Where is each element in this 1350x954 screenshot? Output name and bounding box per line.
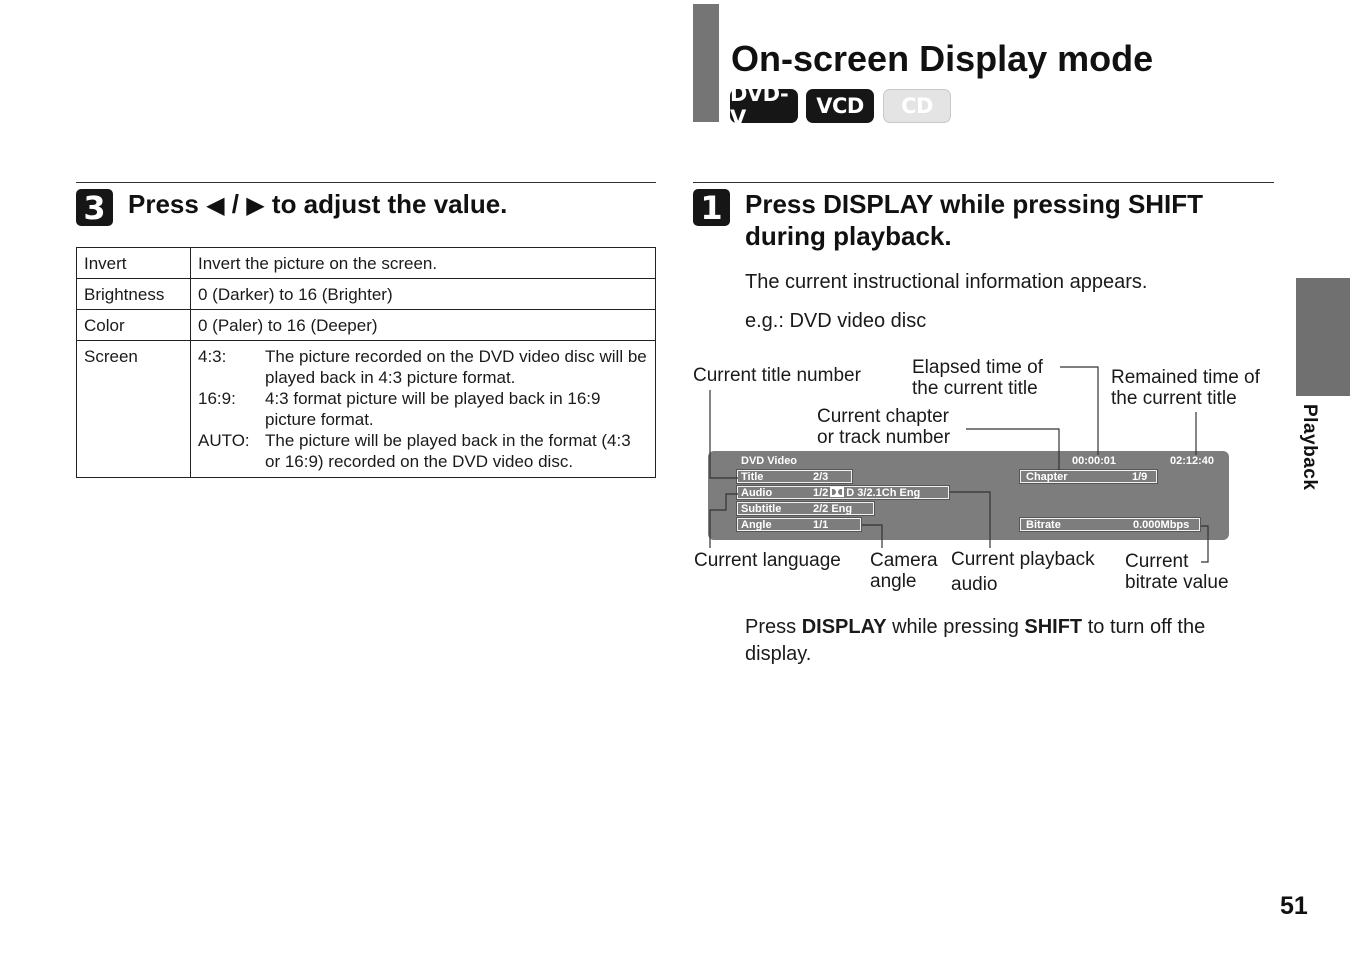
callout-elapsed-line-2: the current title: [912, 378, 1038, 399]
badge-cd: CD: [883, 89, 951, 123]
osd-angle-label: Angle: [741, 519, 772, 531]
closing-display-keyword: DISPLAY: [801, 616, 887, 638]
page-title: On-screen Display mode: [731, 38, 1154, 79]
right-arrow-icon: ▶: [246, 192, 265, 219]
callout-chapter-line-1: Current chapter: [817, 406, 950, 427]
option-text: The picture recorded on the DVD video disc will be played back in 4:3 picture format.: [265, 347, 647, 387]
intro-text: The current instructional information appears.: [745, 271, 1148, 293]
closing-part-2: while pressing: [886, 616, 1025, 638]
closing-part-1: Press: [745, 616, 802, 638]
step-number-3: 3: [76, 189, 113, 226]
setting-name: Screen: [77, 341, 191, 478]
osd-title-label: Title: [741, 471, 764, 483]
step-3-slash: /: [224, 189, 247, 219]
step-3-suffix: to adjust the value.: [264, 189, 508, 219]
left-arrow-icon: ◀: [206, 192, 225, 219]
callout-camera-line-2: angle: [870, 571, 917, 592]
osd-audio-label: Audio: [741, 487, 773, 499]
side-tab: [1296, 278, 1350, 396]
step-1-line-2: during playback.: [745, 221, 952, 251]
badge-dvd-v: DVD-V: [730, 89, 798, 123]
page-number: 51: [1280, 892, 1308, 920]
osd-heading: DVD Video: [741, 455, 798, 467]
osd-bitrate-value: 0.000Mbps: [1133, 519, 1190, 531]
setting-name: Brightness: [77, 279, 191, 310]
osd-title-value: 2/3: [813, 471, 829, 483]
setting-description: 0 (Paler) to 16 (Deeper): [191, 310, 656, 341]
badge-vcd: VCD: [806, 89, 874, 123]
osd-remaining-time: 02:12:40: [1170, 455, 1215, 467]
option-key: 16:9:: [198, 389, 236, 408]
closing-text: [745, 614, 1285, 668]
callout-remained-line-2: the current title: [1111, 388, 1237, 409]
callout-playback-line-2: audio: [951, 574, 998, 595]
closing-shift-keyword: SHIFT: [1024, 616, 1083, 638]
closing-part-4: display.: [745, 643, 812, 665]
leader-elapsed: [1060, 367, 1098, 455]
leader-playback: [950, 492, 990, 548]
leader-chapter: [966, 429, 1059, 470]
option-text: 4:3 format picture will be played back in 16:9 picture format.: [265, 389, 601, 429]
osd-elapsed-time: 00:00:01: [1072, 455, 1117, 467]
callout-camera-line-1: Camera: [870, 550, 938, 571]
setting-description: 0 (Darker) to 16 (Brighter): [191, 279, 656, 310]
setting-description: Invert the picture on the screen.: [191, 248, 656, 279]
osd-subtitle-value: 2/2 Eng: [813, 503, 853, 515]
setting-name: Invert: [77, 248, 191, 279]
osd-audio-format: D 3/2.1Ch Eng: [846, 487, 921, 499]
callout-language: Current language: [694, 550, 841, 571]
callout-playback-line-1: Current playback: [951, 549, 1095, 570]
step-number-1: 1: [693, 189, 730, 226]
osd-audio-track: 1/2: [813, 487, 829, 499]
callout-remained-line-1: Remained time of: [1111, 367, 1260, 388]
callout-elapsed-line-1: Elapsed time of: [912, 357, 1043, 378]
leader-title-number: [710, 390, 738, 478]
closing-part-3: to turn off the: [1082, 616, 1206, 638]
callout-bitrate-line-2: bitrate value: [1125, 572, 1229, 593]
leader-language: [710, 494, 738, 548]
setting-name: Color: [77, 310, 191, 341]
callout-chapter-line-2: or track number: [817, 427, 951, 448]
osd-angle-value: 1/1: [813, 519, 829, 531]
osd-subtitle-label: Subtitle: [741, 503, 782, 515]
osd-chapter-value: 1/9: [1132, 471, 1148, 483]
option-key: 4:3:: [198, 347, 227, 366]
step-1-line-1: Press DISPLAY while pressing SHIFT: [745, 189, 1204, 219]
callout-title-number: Current title number: [693, 365, 861, 386]
callout-bitrate-line-1: Current: [1125, 551, 1189, 572]
option-key: AUTO:: [198, 431, 250, 450]
osd-bitrate-label: Bitrate: [1026, 519, 1061, 531]
example-text: e.g.: DVD video disc: [745, 310, 927, 332]
side-tab-label: Playback: [1299, 404, 1320, 491]
osd-chapter-label: Chapter: [1026, 471, 1068, 483]
option-text: The picture will be played back in the format (4:3 or 16:9) recorded on the DVD video disc.: [265, 431, 631, 471]
leader-camera: [862, 525, 882, 548]
step-3-prefix: Press: [128, 189, 207, 219]
leader-bitrate: [1201, 526, 1208, 562]
